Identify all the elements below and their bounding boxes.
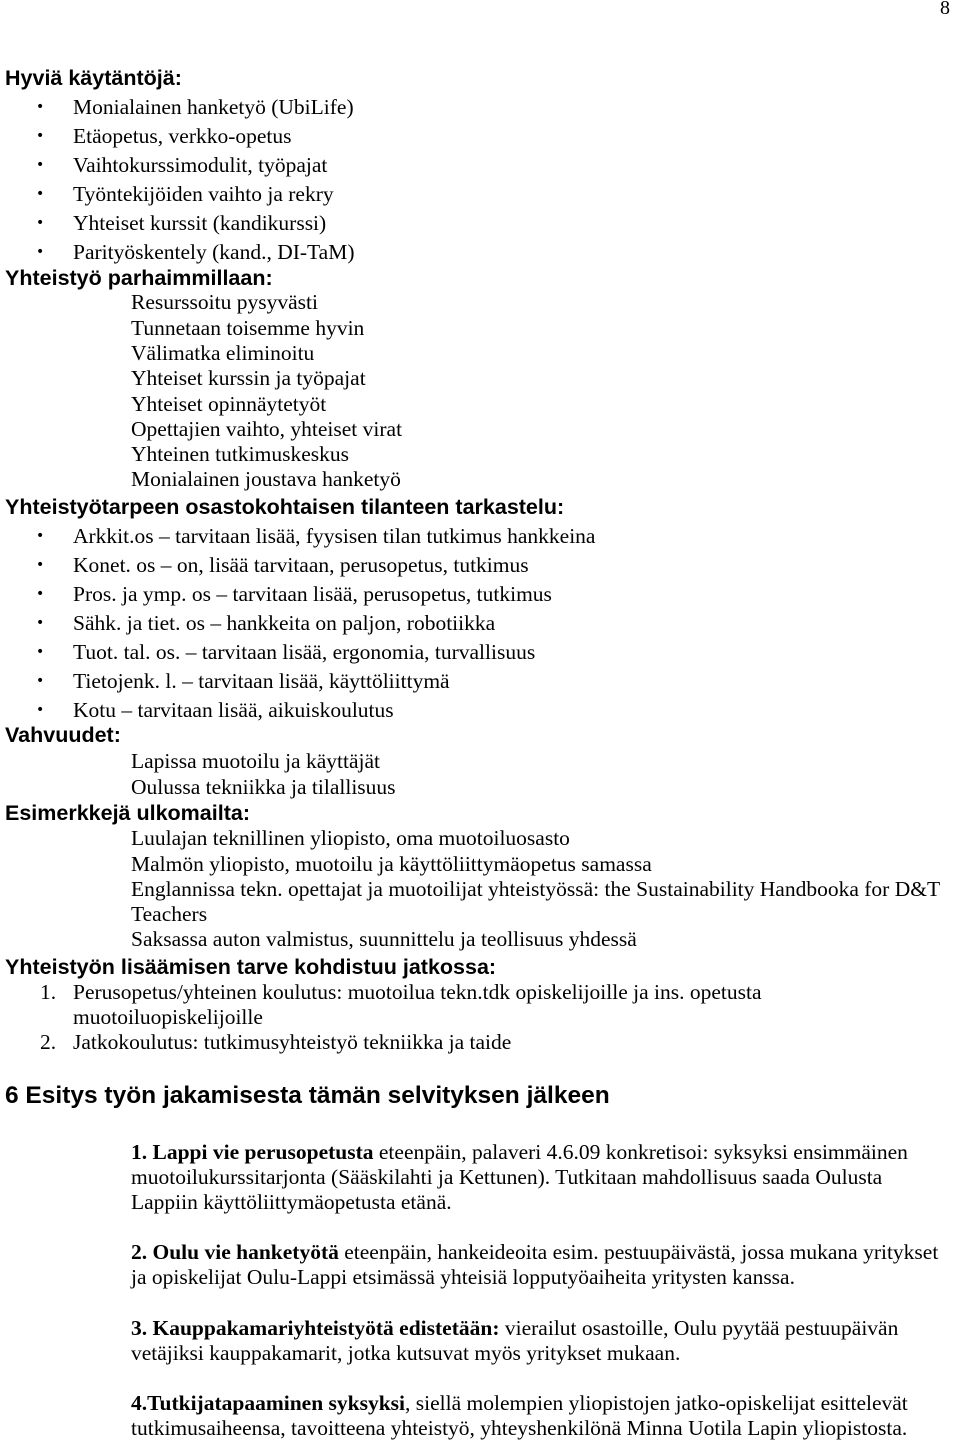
paragraph-line: [131, 1240, 938, 1265]
list-item: Välimatka eliminoitu: [131, 340, 315, 365]
bullet-icon: [36, 151, 44, 180]
paragraph: [131, 1240, 938, 1290]
heading-good-practices: Hyviä käytäntöjä:: [5, 66, 182, 90]
list-item-line: Teachers: [131, 902, 208, 926]
list-item: [0, 638, 595, 667]
paragraph-lead: 1. Lappi vie perusopetusta: [131, 1139, 374, 1164]
list-item: [131, 877, 940, 927]
bullet-icon: [36, 551, 44, 580]
list-item: [0, 180, 355, 209]
paragraph-line: vetäjiksi kauppakamarit, jotka kutsuvat myös yritykset mukaan.: [131, 1340, 681, 1365]
heading-future-needs: Yhteistyön lisäämisen tarve kohdistuu jatkossa:: [5, 955, 497, 979]
list-item-text: Työntekijöiden vaihto ja rekry: [73, 181, 334, 206]
list-item-line: Luulajan teknillinen yliopisto, oma muotoiluosasto: [131, 826, 570, 851]
chapter-heading: 6 Esitys työn jakamisesta tämän selvityksen jälkeen: [5, 1082, 610, 1109]
paragraph-line: [131, 1316, 898, 1341]
list-item: [0, 93, 355, 122]
list-item: Oulussa tekniikka ja tilallisuus: [131, 775, 396, 799]
page-number: 8: [940, 0, 950, 19]
bullet-icon: [36, 209, 44, 238]
list-item: Tunnetaan toisemme hyvin: [131, 315, 365, 340]
list-item: [0, 696, 595, 725]
list-item-text: Vaihtokurssimodulit, työpajat: [73, 152, 328, 177]
numbered-item: [0, 1030, 762, 1055]
list-item: Opettajien vaihto, yhteiset virat: [131, 416, 403, 441]
good-practices-list: [0, 93, 355, 267]
list-item-text: Parityöskentely (kand., DI-TaM): [73, 239, 355, 264]
list-item: [0, 667, 595, 696]
list-item-line: Englannissa tekn. opettajat ja muotoilijat yhteistyössä: the Sustainability Handbooka for D&T: [131, 876, 941, 901]
paragraph-text: vierailut osastoille, Oulu pyytää pestuupäivän: [504, 1315, 899, 1340]
list-item: [131, 852, 940, 877]
list-item: [0, 238, 355, 267]
list-item-line: Malmön yliopisto, muotoilu ja käyttöliittymäopetus samassa: [131, 851, 652, 876]
numbered-item: [0, 980, 762, 1030]
item-number: 2.: [40, 1029, 57, 1054]
paragraph-line: ja opiskelijat Oulu-Lappi etsimässä yhteisiä lopputyöaiheita yritysten kanssa.: [131, 1264, 795, 1289]
bullet-icon: [36, 667, 44, 696]
paragraph-line: muotoilukurssitarjonta (Sääskilahti ja Kettunen). Tutkitaan mahdollisuus saada Oulusta: [131, 1164, 883, 1189]
list-item-text: Kotu – tarvitaan lisää, aikuiskoulutus: [73, 697, 394, 722]
item-line: muotoiluopiskelijoille: [73, 1004, 263, 1029]
list-item: [0, 151, 355, 180]
paragraph: [131, 1391, 908, 1440]
paragraph: [131, 1316, 898, 1366]
department-review-list: [0, 522, 595, 725]
list-item-text: Tietojenk. l. – tarvitaan lisää, käyttöliittymä: [73, 668, 450, 693]
list-item: [131, 826, 940, 851]
bullet-icon: [36, 238, 44, 267]
list-item: Lapissa muotoilu ja käyttäjät: [131, 749, 380, 773]
item-line: Jatkokoulutus: tutkimusyhteistyö tekniikka ja taide: [73, 1029, 512, 1054]
bullet-icon: [36, 180, 44, 209]
heading-department-review: Yhteistyötarpeen osastokohtaisen tilanteen tarkastelu:: [5, 495, 565, 519]
paragraph-text: , siellä molempien yliopistojen jatko-opiskelijat esittelevät: [405, 1390, 908, 1415]
list-item-text: Arkkit.os – tarvitaan lisää, fyysisen tilan tutkimus hankkeina: [73, 523, 596, 548]
best-cooperation-list: [131, 290, 402, 492]
heading-examples-abroad: Esimerkkejä ulkomailta:: [5, 801, 250, 825]
list-item: [131, 927, 940, 952]
item-line: Perusopetus/yhteinen koulutus: muotoilua tekn.tdk opiskelijoille ja ins. opetusta: [73, 979, 762, 1004]
bullet-icon: [36, 93, 44, 122]
list-item: Yhteinen tutkimuskeskus: [131, 442, 349, 467]
paragraph-line: [131, 1140, 908, 1165]
list-item-line: Saksassa auton valmistus, suunnittelu ja teollisuus yhdessä: [131, 927, 637, 952]
paragraph-line: Lappiin käyttöliittymäopetusta etänä.: [131, 1189, 452, 1214]
paragraph-lead: 4.Tutkijatapaaminen syksyksi: [131, 1390, 406, 1415]
paragraph-text: eteenpäin, palaveri 4.6.09 konkretisoi: syksyksi ensimmäinen: [378, 1139, 908, 1164]
paragraph-lead: 3. Kauppakamariyhteistyötä edistetään:: [131, 1315, 500, 1340]
list-item: Yhteiset kurssin ja työpajat: [131, 366, 366, 391]
paragraph-text: eteenpäin, hankeideoita esim. pestuupäivästä, jossa mukana yritykset: [344, 1239, 939, 1264]
list-item: [0, 551, 595, 580]
list-item: Yhteiset opinnäytetyöt: [131, 391, 327, 416]
list-item: Resurssoitu pysyvästi: [131, 290, 318, 315]
heading-strengths: Vahvuudet:: [5, 723, 121, 747]
list-item-text: Monialainen hanketyö (UbiLife): [73, 94, 354, 119]
list-item: [0, 122, 355, 151]
bullet-icon: [36, 522, 44, 551]
list-item-text: Tuot. tal. os. – tarvitaan lisää, ergonomia, turvallisuus: [73, 639, 536, 664]
bullet-icon: [36, 638, 44, 667]
examples-abroad-list: [131, 826, 940, 952]
bullet-icon: [36, 122, 44, 151]
bullet-icon: [36, 609, 44, 638]
list-item-text: Yhteiset kurssit (kandikurssi): [73, 210, 327, 235]
future-needs-list: [0, 980, 762, 1055]
list-item: [0, 609, 595, 638]
list-item-text: Konet. os – on, lisää tarvitaan, perusopetus, tutkimus: [73, 552, 529, 577]
strengths-list: [131, 748, 396, 800]
paragraph-line: tutkimusaiheensa, tavoitteena yhteistyö, yhteyshenkilönä Minna Uotila Lapin yliopistosta.: [131, 1415, 908, 1440]
list-item-text: Etäopetus, verkko-opetus: [73, 123, 292, 148]
list-item: Monialainen joustava hanketyö: [131, 467, 401, 492]
list-item: [0, 209, 355, 238]
paragraph: [131, 1140, 908, 1215]
bullet-icon: [36, 580, 44, 609]
list-item: [0, 522, 595, 551]
heading-best-cooperation: Yhteistyö parhaimmillaan:: [5, 266, 273, 290]
list-item: [0, 580, 595, 609]
item-number: 1.: [40, 979, 57, 1004]
bullet-icon: [36, 696, 44, 725]
list-item-text: Sähk. ja tiet. os – hankkeita on paljon, robotiikka: [73, 610, 496, 635]
list-item-text: Pros. ja ymp. os – tarvitaan lisää, perusopetus, tutkimus: [73, 581, 552, 606]
paragraph-lead: 2. Oulu vie hanketyötä: [131, 1239, 339, 1264]
paragraph-line: [131, 1391, 908, 1416]
